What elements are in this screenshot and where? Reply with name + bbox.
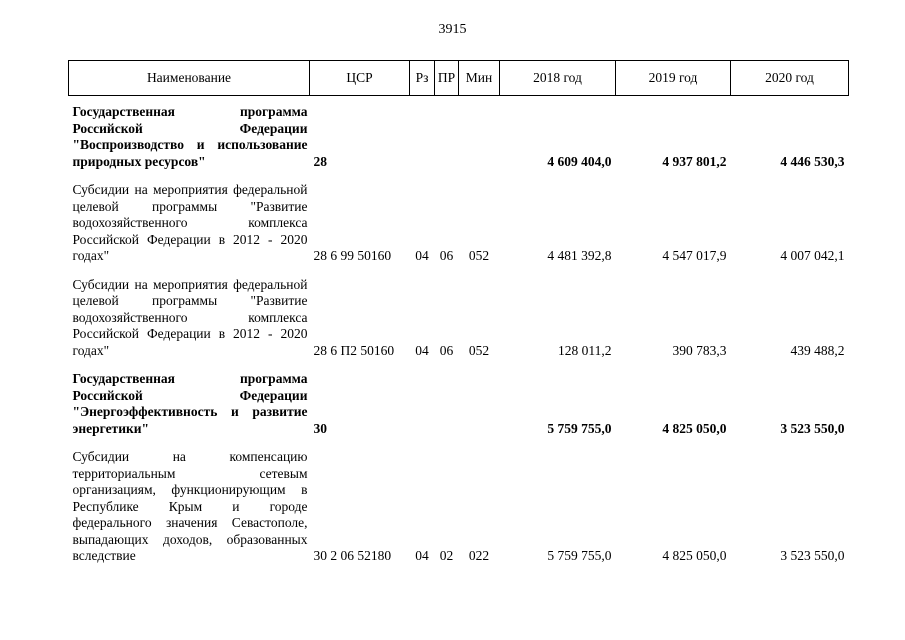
header-min: Мин — [459, 61, 500, 96]
budget-table-container — [68, 60, 850, 565]
row-name: Субсидии на компенсацию территориальным сетевым организациям, функционирующим в Республике Крым и городе федерального значения Севастополе, выпадающих доходов, образованных вследствие — [72, 449, 308, 563]
row-min — [459, 371, 500, 437]
row-name: Субсидии на мероприятия федеральной целевой программы "Развитие водохозяйственного комплекса Российской Федерации в 2012 - 2020 годах" — [72, 276, 308, 358]
row-pr — [435, 104, 459, 170]
row-2018: 128 011,2 — [558, 342, 612, 358]
row-csr: 28 6 99 50160 — [313, 248, 392, 263]
row-min: 022 — [468, 548, 490, 563]
row-rz: 04 — [415, 548, 429, 563]
row-rz — [410, 371, 435, 437]
header-rz: Рз — [410, 61, 435, 96]
table-row — [69, 277, 849, 360]
row-name: Государственная программа Российской Федерации "Энергоэффективность и развитие энергетики" — [72, 371, 308, 436]
header-pr: ПР — [435, 61, 459, 96]
header-name: Наименование — [69, 61, 310, 96]
row-name: Государственная программа Российской Федерации "Воспроизводство и использование природных ресурсов" — [72, 104, 308, 169]
table-header-row — [69, 61, 849, 96]
row-2019: 4 937 801,2 — [662, 153, 727, 169]
row-2020: 4 007 042,1 — [780, 248, 845, 263]
row-min: 052 — [468, 342, 490, 358]
table-row — [69, 104, 849, 170]
row-2019: 4 825 050,0 — [662, 420, 727, 436]
row-2018: 4 609 404,0 — [547, 153, 612, 169]
row-2020: 3 523 550,0 — [780, 420, 845, 436]
header-2019: 2019 год — [616, 61, 731, 96]
row-min — [459, 104, 500, 170]
row-2019: 390 783,3 — [672, 342, 727, 358]
row-2020: 4 446 530,3 — [780, 153, 845, 169]
row-min: 052 — [468, 248, 490, 263]
row-pr: 06 — [439, 342, 454, 358]
row-2020: 3 523 550,0 — [780, 548, 845, 563]
row-rz: 04 — [415, 342, 429, 358]
budget-table — [68, 60, 849, 565]
row-pr — [435, 371, 459, 437]
row-2018: 4 481 392,8 — [547, 248, 612, 263]
row-csr: 28 6 П2 50160 — [313, 342, 395, 358]
row-rz: 04 — [415, 248, 429, 263]
row-name: Субсидии на мероприятия федеральной целевой программы "Развитие водохозяйственного комплекса Российской Федерации в 2012 - 2020 годах" — [72, 182, 308, 263]
table-row — [69, 182, 849, 265]
table-row — [69, 371, 849, 437]
table-row — [69, 449, 849, 565]
row-2018: 5 759 755,0 — [547, 420, 612, 436]
row-2019: 4 825 050,0 — [662, 548, 727, 563]
page-number: 3915 — [438, 22, 467, 37]
row-csr: 30 2 06 52180 — [313, 548, 392, 563]
row-csr: 28 — [313, 153, 327, 169]
row-2020: 439 488,2 — [790, 342, 845, 358]
row-csr: 30 — [313, 420, 327, 436]
header-csr: ЦСР — [310, 61, 410, 96]
header-2020: 2020 год — [731, 61, 849, 96]
row-2019: 4 547 017,9 — [662, 248, 727, 263]
row-rz — [410, 104, 435, 170]
row-pr: 02 — [439, 548, 454, 563]
row-2018: 5 759 755,0 — [547, 548, 612, 563]
header-2018: 2018 год — [500, 61, 616, 96]
row-pr: 06 — [439, 248, 454, 263]
